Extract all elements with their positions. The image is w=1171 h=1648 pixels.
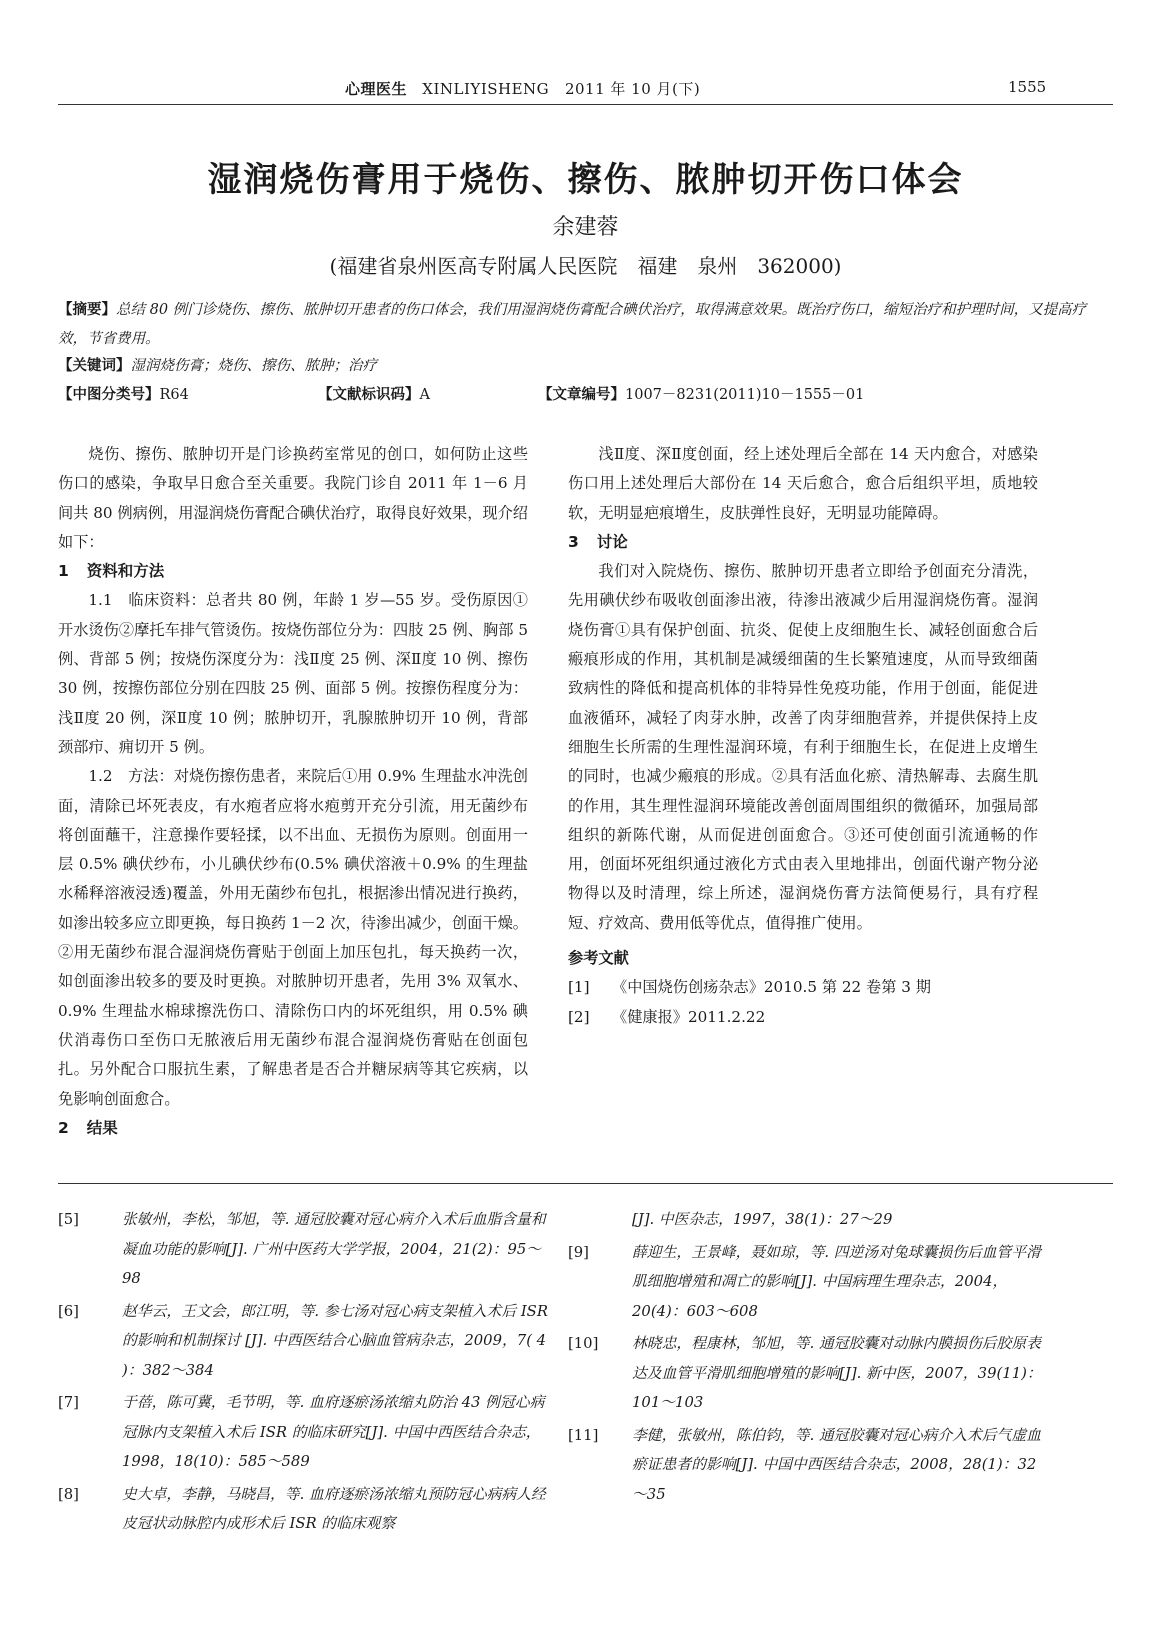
article-number-label: 【文章编号】 [538, 387, 625, 403]
abstract-text: 总结 80 例门诊烧伤、擦伤、脓肿切开患者的伤口体会，我们用湿润烧伤膏配合碘伏治疗，取得满意效果。既治疗伤口，缩短治疗和护理时间，又提高疗效，节省费用。 [58, 302, 1087, 347]
bibliography-left [58, 1205, 558, 1542]
doc-code [318, 383, 430, 404]
intro-paragraph: 烧伤、擦伤、脓肿切开是门诊换药室常见的创口，如何防止这些伤口的感染，争取早日愈合至关重要。我院门诊自 2011 年 1－6 月间共 80 例病例，用湿润烧伤膏配合碘伏治疗，取得良好效果，现介绍如下： [58, 445, 528, 551]
bib-text: 张敏州，李松，邹旭，等. 通冠胶囊对冠心病介入术后血脂含量和凝血功能的影响[J]. 广州中医药大学学报，2004，21(2)：95～98 [122, 1211, 546, 1287]
body-column-right [568, 440, 1038, 1032]
abstract [58, 296, 1113, 354]
section-3-heading [568, 528, 1038, 557]
bib-text: 史大卓，李静，马晓昌，等. 血府逐瘀汤浓缩丸预防冠心病病人经皮冠状动脉腔内成形术后 ISR 的临床观察 [122, 1485, 546, 1532]
discussion-paragraph: 我们对入院烧伤、擦伤、脓肿切开患者立即给予创面充分清洗，先用碘伏纱布吸收创面渗出液，待渗出液减少后用湿润烧伤膏。湿润烧伤膏①具有保护创面、抗炎、促使上皮细胞生长、减轻创面愈合后瘢痕形成的作用，其机制是减缓细菌的生长繁殖速度，从而导致细菌致病性的降低和提高机体的非特异性免疫功能，作用于创面，能促进血液循环，减轻了肉芽水肿，改善了肉芽细胞营养，并提供保持上皮细胞生长所需的生理性湿润环境，有利于细胞生长，在促进上皮增生的同时，也减少瘢痕的形成。②具有活血化瘀、清热解毒、去腐生肌的作用，其生理性湿润环境能改善创面周围组织的微循环，加强局部组织的新陈代谢，从而促进创面愈合。③还可使创面引流通畅的作用，创面坏死组织通过液化方式由表入里地排出，创面代谢产物分泌物得以及时清理，综上所述，湿润烧伤膏方法简便易行，具有疗程短、疗效高、费用低等优点，值得推广使用。 [568, 562, 1038, 932]
journal-name-en: XINLIYISHENG [422, 80, 550, 98]
article-title: 湿润烧伤膏用于烧伤、擦伤、脓肿切开伤口体会 [207, 160, 964, 200]
section-1-heading [58, 557, 528, 586]
references-heading: 参考文献 [568, 949, 629, 968]
abstract-label: 【摘要】 [58, 302, 116, 318]
clc-value: R64 [159, 387, 189, 403]
keywords-label: 【关键词】 [58, 358, 131, 374]
body-column-left [58, 440, 528, 1143]
bib-number: [11] [568, 1426, 599, 1444]
doc-code-label: 【文献标识码】 [318, 387, 420, 403]
bib-continuation: [J]. 中医杂志，1997，38(1)：27～29 [632, 1211, 893, 1228]
section-2-title: 结果 [86, 1118, 118, 1137]
paragraph-1-2: 1.2 方法：对烧伤擦伤患者，来院后①用 0.9% 生理盐水冲洗创面，清除已坏死表皮，有水疱者应将水疱剪开充分引流，用无菌纱布将创面蘸干，注意操作要轻揉，以不出血、无损伤为原则。创面用一层 0.5% 碘伏纱布，小儿碘伏纱布(0.5% 碘伏溶液＋0.9% 的生理盐水稀释溶液浸透)覆盖，外用无菌纱布包扎，根据渗出情况进行换药，如渗出较多应立即更换，每日换药 1－2 次，待渗出减少，创面干燥。②用无菌纱布混合湿润烧伤膏贴于创面上加压包扎，每天换药一次，如创面渗出较多的要及时更换。对脓肿切开患者，先用 3% 双氧水、0.9% 生理盐水棉球擦洗伤口、清除伤口内的坏死组织，用 0.5% 碘伏消毒伤口至伤口无脓液后用无菌纱布混合湿润烧伤膏贴在创面包扎。另外配合口服抗生素，了解患者是否合并糖尿病等其它疾病，以免影响创面愈合。 [58, 767, 528, 1108]
bib-entry [568, 1329, 1048, 1418]
section-1-number: 1 [58, 562, 69, 581]
affiliation: (福建省泉州医高专附属人民医院 福建 泉州 362000) [329, 254, 842, 278]
reference-text: 《健康报》2011.2.22 [612, 1007, 766, 1026]
bib-text: 薛迎生，王景峰，聂如琼，等. 四逆汤对兔球囊损伤后血管平滑肌细胞增殖和凋亡的影响[J]. 中国病理生理杂志，2004，20(4)：603～608 [632, 1243, 1041, 1320]
keywords-text: 湿润烧伤膏；烧伤、擦伤、脓肿；治疗 [130, 358, 377, 374]
reference-text: 《中国烧伤创疡杂志》2010.5 第 22 卷第 3 期 [612, 978, 931, 997]
section-2-number: 2 [58, 1118, 69, 1137]
reference-item [568, 1003, 1038, 1032]
reference-item [568, 973, 1038, 1002]
page-number: 1555 [1008, 78, 1047, 96]
results-paragraph: 浅Ⅱ度、深Ⅱ度创面，经上述处理后全部在 14 天内愈合，对感染伤口用上述处理后大部份在 14 天后愈合，愈合后组织平坦，质地较软，无明显疤痕增生，皮肤弹性良好，无明显功能障碍。 [568, 445, 1038, 522]
bib-text: 于蓓，陈可冀，毛节明，等. 血府逐瘀汤浓缩丸防治 43 例冠心病冠脉内支架植入术后 ISR 的临床研究[J]. 中国中西医结合杂志，1998，18(10)：585～589 [122, 1394, 545, 1470]
section-3-number: 3 [568, 532, 579, 551]
clc-number [58, 383, 189, 404]
issue-date: 2011 年 10 月(下) [564, 80, 701, 98]
doc-code-value: A [419, 387, 430, 403]
article-number [538, 383, 864, 404]
bib-text: 林晓忠，程康林，邹旭，等. 通冠胶囊对动脉内膜损伤后胶原表达及血管平滑肌细胞增殖的影响[J]. 新中医，2007，39(11)：101～103 [632, 1335, 1042, 1411]
bib-entry [58, 1205, 558, 1294]
bib-entry [58, 1388, 558, 1477]
bib-number: [5] [58, 1211, 79, 1228]
author: 余建蓉 [552, 215, 619, 240]
section-3-title: 讨论 [596, 532, 628, 551]
article-number-value: 1007－8231(2011)10－1555－01 [625, 387, 865, 403]
bib-entry [58, 1480, 558, 1539]
reference-number: [1] [568, 978, 590, 997]
section-2-heading [58, 1114, 528, 1143]
bib-number: [6] [58, 1302, 79, 1320]
header-rule [58, 104, 1113, 105]
bib-entry [58, 1297, 558, 1386]
clc-label: 【中图分类号】 [58, 387, 160, 403]
bib-text: 李健，张敏州，陈伯钧，等. 通冠胶囊对冠心病介入术后气虚血瘀证患者的影响[J]. 中国中西医结合杂志，2008，28(1)：32～35 [632, 1426, 1041, 1503]
paragraph-1-1: 1.1 临床资料：总者共 80 例，年龄 1 岁—55 岁。受伤原因①开水烫伤②摩托车排气管烫伤。按烧伤部位分为：四肢 25 例、胸部 5 例、背部 5 例；按烧伤深度分为：浅Ⅱ度 25 例、深Ⅱ度 10 例、擦伤 30 例，按擦伤部位分别在四肢 25 例、面部 5 例。按擦伤程度分为：浅Ⅱ度 20 例，深Ⅱ度 10 例；脓肿切开，乳腺脓肿切开 10 例，背部颈部疖、痈切开 5 例。 [58, 591, 528, 756]
footer-rule [58, 1183, 1113, 1184]
bib-entry [568, 1238, 1048, 1327]
bib-number: [7] [58, 1394, 79, 1411]
bib-number: [9] [568, 1243, 589, 1261]
bib-number: [10] [568, 1335, 599, 1352]
bibliography-right [568, 1205, 1048, 1512]
bib-entry [568, 1421, 1048, 1510]
reference-number: [2] [568, 1007, 590, 1026]
journal-name-cn: 心理医生 [345, 80, 408, 98]
section-1-title: 资料和方法 [86, 562, 165, 581]
bib-text: 赵华云，王文会，郎江明，等. 参七汤对冠心病支架植入术后 ISR 的影响和机制探讨 [J]. 中西医结合心脑血管病杂志，2009，7( 4 )：382～384 [122, 1302, 548, 1379]
bib-number: [8] [58, 1485, 79, 1503]
keywords [58, 354, 377, 375]
running-head [345, 78, 700, 99]
